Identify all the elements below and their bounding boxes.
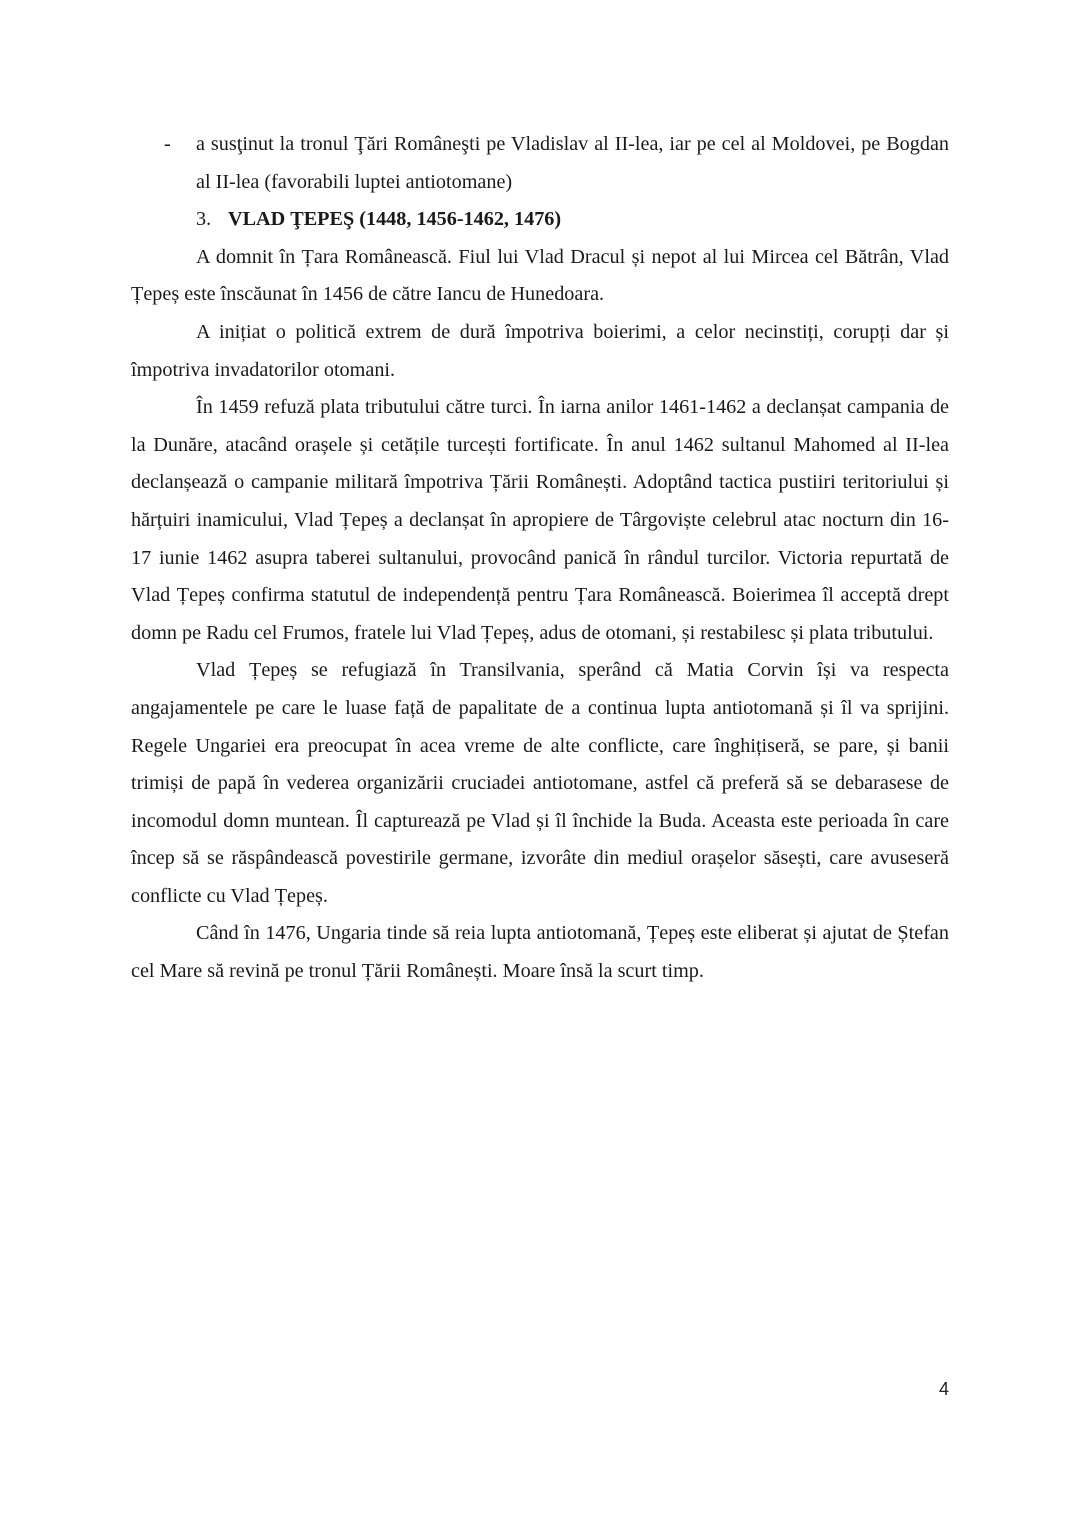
paragraph: A domnit în Țara Românească. Fiul lui Vlad Dracul și nepot al lui Mircea cel Bătrân, Vlad Țepeș este înscăunat în 1456 de către Iancu de Hunedoara. — [131, 245, 949, 306]
bullet-text: a susţinut la tronul Ţări Româneşti pe Vladislav al II-lea, iar pe cel al Moldovei, pe Bogdan al II-lea (favorabili luptei antiotomane) — [196, 133, 949, 193]
section-title: VLAD ŢEPEŞ (1448, 1456-1462, 1476) — [228, 208, 562, 231]
bullet-item — [131, 126, 949, 201]
paragraph: Vlad Țepeș se refugiază în Transilvania, sperând că Matia Corvin își va respecta angajamentele pe care le luase față de papalitate de a continua lupta antiotomană și îl va sprijini. Regele Ungariei era preocupat în acea vreme de alte conflicte, care înghițiseră, se pare, și banii trimiși de papă în vederea organizării cruciadei antiotomane, astfel că preferă să se debarasese de incomodul domn muntean. Îl capturează pe Vlad și îl închide la Buda. Aceasta este perioada în care încep să se răspândească povestirile germane, izvorâte din mediul orașelor săsești, care avuseseră conflicte cu Vlad Țepeș. — [131, 659, 949, 907]
page-content — [131, 126, 949, 991]
section-heading — [131, 201, 949, 239]
paragraph: În 1459 refuză plata tributului către turci. În iarna anilor 1461-1462 a declanșat campania de la Dunăre, atacând orașele și cetățile turcești fortificate. În anul 1462 sultanul Mahomed al II-lea declanșează o campanie militară împotriva Țării Românești. Adoptând tactica pustiiri teritoriului și hărțuiri inamicului, Vlad Țepeș a declanșat în apropiere de Târgoviște celebrul atac nocturn din 16-17 iunie 1462 asupra taberei sultanului, provocând panică în rândul turcilor. Victoria repurtată de Vlad Țepeș confirma statutul de independență pentru Țara Românească. Boierimea îl acceptă drept domn pe Radu cel Frumos, fratele lui Vlad Țepeș, adus de otomani, și restabilesc și plata tributului. — [131, 396, 949, 644]
paragraph: Când în 1476, Ungaria tinde să reia lupta antiotomană, Țepeș este eliberat și ajutat de Ștefan cel Mare să revină pe tronul Țării Românești. Moare însă la scurt timp. — [131, 922, 949, 983]
page-number: 4 — [939, 1379, 950, 1399]
paragraph: A inițiat o politică extrem de dură împotriva boierimi, a celor necinstiți, corupți dar și împotriva invadatorilor otomani. — [131, 320, 949, 381]
section-number: 3. — [196, 208, 212, 231]
bullet-marker: - — [164, 133, 171, 155]
